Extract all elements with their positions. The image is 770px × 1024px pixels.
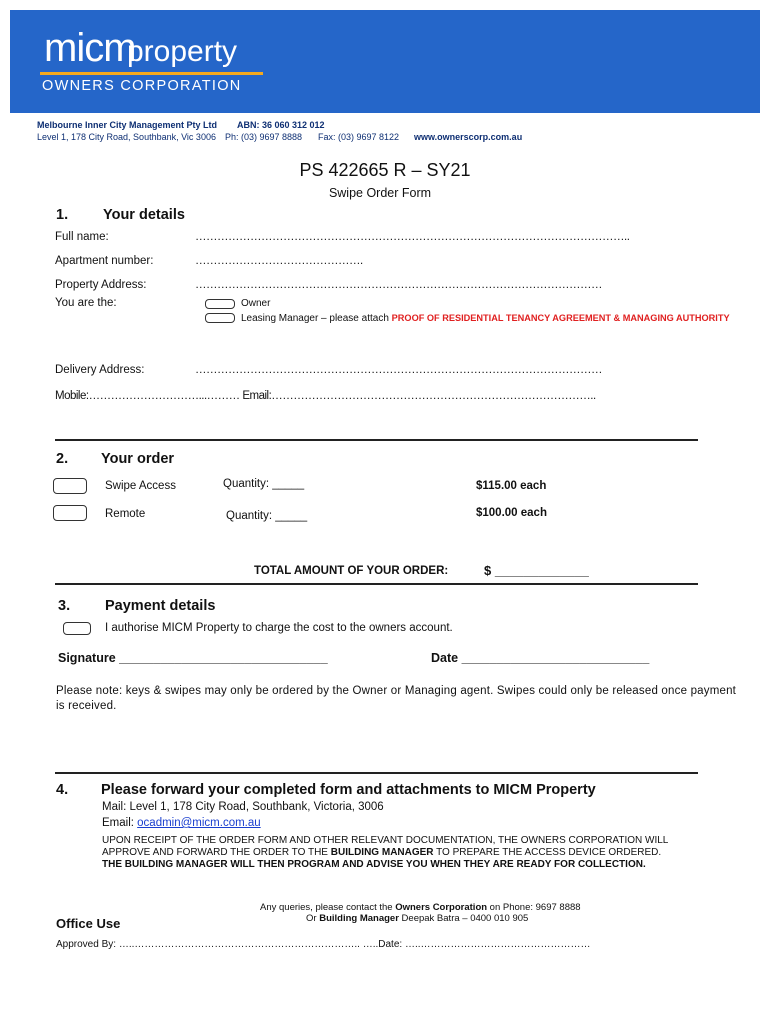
form-title: PS 422665 R – SY21	[299, 160, 471, 180]
company-name: Melbourne Inner City Management Pty Ltd	[37, 120, 218, 130]
section2-number: 2.	[56, 451, 69, 467]
or-c: Deepak Batra – 0400 010 905	[398, 913, 529, 924]
section1-heading: Your details	[103, 207, 185, 223]
remote-price: $100.00 each	[476, 507, 547, 519]
section2-heading: Your order	[101, 451, 175, 467]
upon-line-1: UPON RECEIPT OF THE ORDER FORM AND OTHER RELEVANT DOCUMENTATION, THE OWNERS CORPORATION WILL	[102, 835, 669, 846]
swipe-access-checkbox[interactable]	[53, 478, 87, 494]
leasing-manager-checkbox[interactable]	[205, 313, 235, 323]
upon-line-2	[102, 847, 661, 858]
logo-property: property	[127, 35, 238, 68]
signature-field[interactable]: Signature ______________________________	[58, 651, 328, 665]
property-address-field[interactable]: …………………………………………………………………………………………………	[195, 279, 602, 291]
leasing-manager-label: Leasing Manager – please attach	[241, 313, 392, 324]
form-subtitle: Swipe Order Form	[328, 186, 432, 200]
total-label: TOTAL AMOUNT OF YOUR ORDER:	[254, 565, 449, 577]
mobile-email-line[interactable]: Mobile:…………………………...……… Email:……………………………………………………………………………..	[55, 390, 596, 402]
property-address-label: Property Address:	[55, 279, 147, 291]
apartment-label: Apartment number:	[55, 255, 154, 267]
leasing-proof-warning: PROOF OF RESIDENTIAL TENANCY AGREEMENT & MANAGING AUTHORITY	[391, 313, 730, 323]
upon-line-2c: TO PREPARE THE ACCESS DEVICE ORDERED.	[433, 847, 662, 858]
full-name-field[interactable]: ………………………………………………………………………………………………………..	[195, 231, 630, 243]
apartment-field[interactable]: ……………………………………….	[195, 255, 363, 267]
email-label: Email:	[102, 817, 138, 829]
queries-owners-corp: Owners Corporation	[395, 902, 488, 913]
section4-heading: Please forward your completed form and attachments to MICM Property	[101, 782, 596, 798]
date-field[interactable]: Date ___________________________	[431, 651, 650, 665]
approved-by-line[interactable]: Approved By: …..………………………………………………………….. …..Date: …..……………………………………………	[56, 939, 591, 950]
remote-label: Remote	[105, 508, 146, 520]
section3-number: 3.	[58, 598, 71, 614]
owner-checkbox[interactable]	[205, 299, 235, 309]
company-web: www.ownerscorp.com.au	[414, 132, 523, 142]
company-address: Level 1, 178 City Road, Southbank, Vic 3006	[37, 132, 216, 142]
mail-address: Mail: Level 1, 178 City Road, Southbank, Victoria, 3006	[102, 801, 384, 813]
queries-c: on Phone: 9697 8888	[487, 902, 581, 913]
divider-3	[55, 772, 698, 774]
section3-heading: Payment details	[105, 598, 216, 614]
leasing-manager-line	[241, 313, 730, 324]
authorise-checkbox[interactable]	[63, 622, 91, 635]
queries-a: Any queries, please contact the	[260, 902, 396, 913]
logo-subtitle: OWNERS CORPORATION	[42, 78, 242, 94]
swipe-access-label: Swipe Access	[105, 480, 176, 492]
authorise-text: I authorise MICM Property to charge the cost to the owners account.	[105, 622, 453, 634]
queries-line	[260, 902, 581, 913]
you-are-label: You are the:	[55, 297, 117, 309]
divider-2	[55, 583, 698, 585]
email-line	[102, 817, 261, 829]
note-text: Please note: keys & swipes may only be ordered by the Owner or Managing agent. Swipes could only be released once payment is received.	[56, 685, 737, 712]
email-link[interactable]: ocadmin@micm.com.au	[137, 817, 261, 829]
logo-micm: micm	[44, 26, 136, 70]
swipe-access-price: $115.00 each	[476, 480, 547, 492]
office-use-heading: Office Use	[56, 916, 121, 931]
section4-number: 4.	[56, 782, 69, 798]
or-building-manager: Building Manager	[319, 913, 399, 924]
building-manager-line	[306, 913, 528, 924]
company-fax: Fax: (03) 9697 8122	[318, 132, 400, 142]
remote-quantity[interactable]: Quantity: _____	[226, 510, 308, 522]
total-amount-field[interactable]: $ _____________	[484, 563, 589, 578]
or-a: Or	[306, 913, 320, 924]
upon-building-manager: BUILDING MANAGER	[330, 847, 434, 858]
abn: ABN: 36 060 312 012	[237, 120, 325, 130]
company-phone: Ph: (03) 9697 8888	[225, 132, 303, 142]
upon-line-2a: APPROVE AND FORWARD THE ORDER TO THE	[102, 847, 331, 858]
logo-rule	[40, 72, 263, 75]
upon-line-3: THE BUILDING MANAGER WILL THEN PROGRAM AND ADVISE YOU WHEN THEY ARE READY FOR COLLECTION.	[102, 859, 646, 870]
divider-1	[55, 439, 698, 441]
delivery-address-field[interactable]: …………………………………………………………………………………………………	[195, 364, 602, 376]
section1-number: 1.	[56, 207, 69, 223]
delivery-address-label: Delivery Address:	[55, 364, 145, 376]
full-name-label: Full name:	[55, 231, 109, 243]
remote-checkbox[interactable]	[53, 505, 87, 521]
swipe-access-quantity[interactable]: Quantity: _____	[223, 478, 305, 490]
owner-label: Owner	[241, 298, 271, 309]
